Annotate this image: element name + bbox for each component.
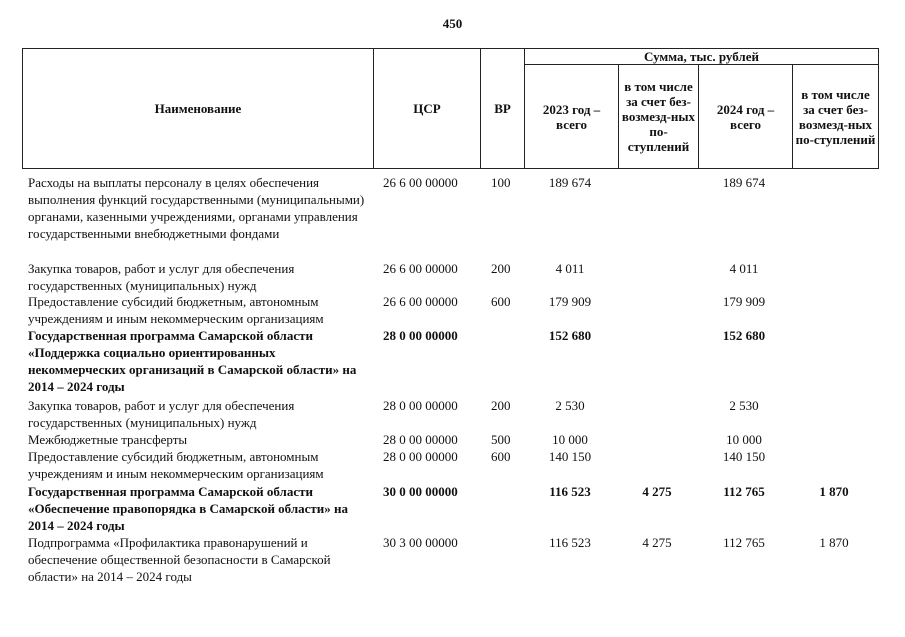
row-gratuitous-2024: 1 870 bbox=[819, 484, 849, 499]
row-vr: 600 bbox=[491, 449, 511, 464]
row-total-2023: 152 680 bbox=[548, 328, 592, 343]
row-name: Государственная программа Самарской области «Поддержка социально ориентированных некоммерческих организаций в Самарской области» на 2014 – 2024 годы bbox=[28, 328, 357, 394]
row-csr: 28 0 00 00000 bbox=[383, 398, 458, 413]
row-total-2023: 179 909 bbox=[548, 294, 592, 309]
row-vr: 100 bbox=[491, 175, 511, 190]
row-name: Предоставление субсидий бюджетным, автономным учреждениям и иным некоммерческим организациям bbox=[28, 294, 324, 326]
row-total-2024: 2 530 bbox=[729, 398, 759, 413]
row-vr: 600 bbox=[491, 294, 511, 309]
header-name: Наименование bbox=[23, 49, 374, 169]
row-name: Межбюджетные трансферты bbox=[28, 432, 188, 447]
row-total-2023: 4 011 bbox=[555, 261, 585, 276]
row-total-2023: 116 523 bbox=[549, 484, 591, 499]
row-total-2024: 152 680 bbox=[722, 328, 766, 343]
page-number: 450 bbox=[442, 16, 463, 31]
row-gratuitous-2024: 1 870 bbox=[819, 535, 849, 550]
row-total-2023: 189 674 bbox=[548, 175, 592, 190]
row-total-2024: 189 674 bbox=[722, 175, 766, 190]
row-name: Расходы на выплаты персоналу в целях обеспечения выполнения функций государственными (муниципальными) органами, казенными учреждениями, органами управления государственными внебюджетными фондами bbox=[28, 175, 365, 241]
budget-table-header bbox=[22, 48, 879, 169]
row-name: Государственная программа Самарской области «Обеспечение правопорядка в Самарской области» на 2014 – 2024 годы bbox=[28, 484, 349, 533]
row-vr: 200 bbox=[491, 398, 511, 413]
row-total-2024: 4 011 bbox=[729, 261, 759, 276]
header-total-2024: 2024 год – всего bbox=[699, 65, 793, 169]
row-total-2024: 10 000 bbox=[726, 432, 762, 447]
header-gratuitous-2024: в том числе за счет без-возмезд-ных по-ступлений bbox=[793, 65, 879, 169]
row-total-2024: 140 150 bbox=[722, 449, 766, 464]
row-csr: 28 0 00 00000 bbox=[383, 328, 458, 343]
row-vr: 200 bbox=[491, 261, 511, 276]
row-csr: 28 0 00 00000 bbox=[383, 432, 458, 447]
header-sum: Сумма, тыс. рублей bbox=[525, 49, 879, 65]
row-csr: 26 6 00 00000 bbox=[383, 175, 458, 190]
row-total-2024: 179 909 bbox=[722, 294, 766, 309]
header-total-2023: 2023 год – всего bbox=[525, 65, 619, 169]
row-name: Подпрограмма «Профилактика правонарушений и обеспечение общественной безопасности в Самарской области» на 2014 – 2024 годы bbox=[28, 535, 331, 584]
row-total-2023: 10 000 bbox=[552, 432, 588, 447]
row-name: Закупка товаров, работ и услуг для обеспечения государственных (муниципальных) нужд bbox=[28, 261, 295, 293]
row-csr: 26 6 00 00000 bbox=[383, 261, 458, 276]
header-gratuitous-2023: в том числе за счет без-возмезд-ных по-ступлений bbox=[619, 65, 699, 169]
row-total-2023: 116 523 bbox=[549, 535, 591, 550]
row-name: Предоставление субсидий бюджетным, автономным учреждениям и иным некоммерческим организациям bbox=[28, 449, 324, 481]
row-gratuitous-2023: 4 275 bbox=[642, 535, 672, 550]
row-total-2024: 112 765 bbox=[723, 535, 765, 550]
header-csr: ЦСР bbox=[374, 49, 481, 169]
row-csr: 28 0 00 00000 bbox=[383, 449, 458, 464]
row-csr: 30 3 00 00000 bbox=[383, 535, 458, 550]
row-total-2023: 140 150 bbox=[548, 449, 592, 464]
row-vr: 500 bbox=[491, 432, 511, 447]
row-gratuitous-2023: 4 275 bbox=[642, 484, 672, 499]
row-total-2024: 112 765 bbox=[723, 484, 765, 499]
row-total-2023: 2 530 bbox=[555, 398, 585, 413]
header-vr: ВР bbox=[481, 49, 525, 169]
row-csr: 30 0 00 00000 bbox=[383, 484, 458, 499]
row-name: Закупка товаров, работ и услуг для обеспечения государственных (муниципальных) нужд bbox=[28, 398, 295, 430]
row-csr: 26 6 00 00000 bbox=[383, 294, 458, 309]
